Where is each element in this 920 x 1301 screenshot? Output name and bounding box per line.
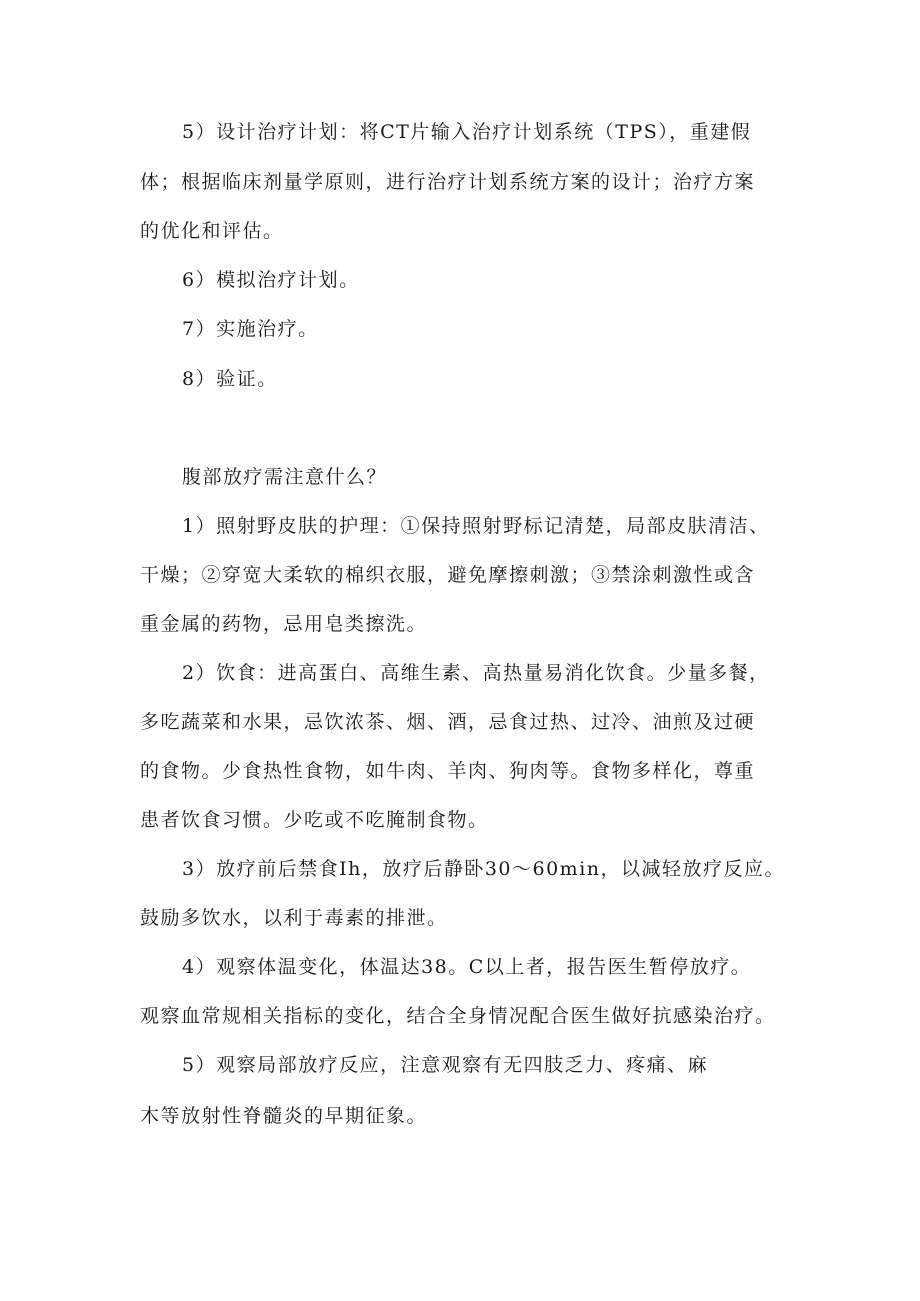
note1-line-2: 干燥；②穿宽大柔软的棉织衣服，避免摩擦刺激；③禁涂刺激性或含 <box>140 564 756 586</box>
step5-line-2: 体；根据临床剂量学原则，进行治疗计划系统方案的设计；治疗方案 <box>140 171 756 193</box>
step8: 8）验证。 <box>182 368 278 390</box>
section-heading: 腹部放疗需注意什么？ <box>182 466 388 488</box>
note2-line-3: 的食物。少食热性食物，如牛肉、羊肉、狗肉等。食物多样化，尊重 <box>140 760 756 782</box>
note4-line-1: 4）观察体温变化，体温达38。C以上者，报告医生暂停放疗。 <box>182 956 752 978</box>
note3-line-1: 3）放疗前后禁食Ih，放疗后静卧30～60min，以减轻放疗反应。 <box>182 858 786 880</box>
step5-line-3: 的优化和评估。 <box>140 220 284 242</box>
step5-line-1: 5）设计治疗计划：将CT片输入治疗计划系统（TPS），重建假 <box>182 121 752 143</box>
note1-line-3: 重金属的药物，忌用皂类擦洗。 <box>140 613 428 635</box>
note4-line-2: 观察血常规相关指标的变化，结合全身情况配合医生做好抗感染治疗。 <box>140 1005 776 1027</box>
note3-line-2: 鼓励多饮水，以利于毒素的排泄。 <box>140 907 448 929</box>
note2-line-4: 患者饮食习惯。少吃或不吃腌制食物。 <box>140 809 489 831</box>
note1-line-1: 1）照射野皮肤的护理：①保持照射野标记清楚，局部皮肤清洁、 <box>182 515 770 537</box>
step7: 7）实施治疗。 <box>182 318 319 340</box>
note2-line-1: 2）饮食：进高蛋白、高维生素、高热量易消化饮食。少量多餐， <box>182 662 770 684</box>
step6: 6）模拟治疗计划。 <box>182 269 360 291</box>
note5-line-1: 5）观察局部放疗反应，注意观察有无四肢乏力、疼痛、麻 <box>182 1054 709 1076</box>
note2-line-2: 多吃蔬菜和水果，忌饮浓茶、烟、酒，忌食过热、过冷、油煎及过硬 <box>140 711 756 733</box>
note5-line-2: 木等放射性脊髓炎的早期征象。 <box>140 1105 428 1127</box>
